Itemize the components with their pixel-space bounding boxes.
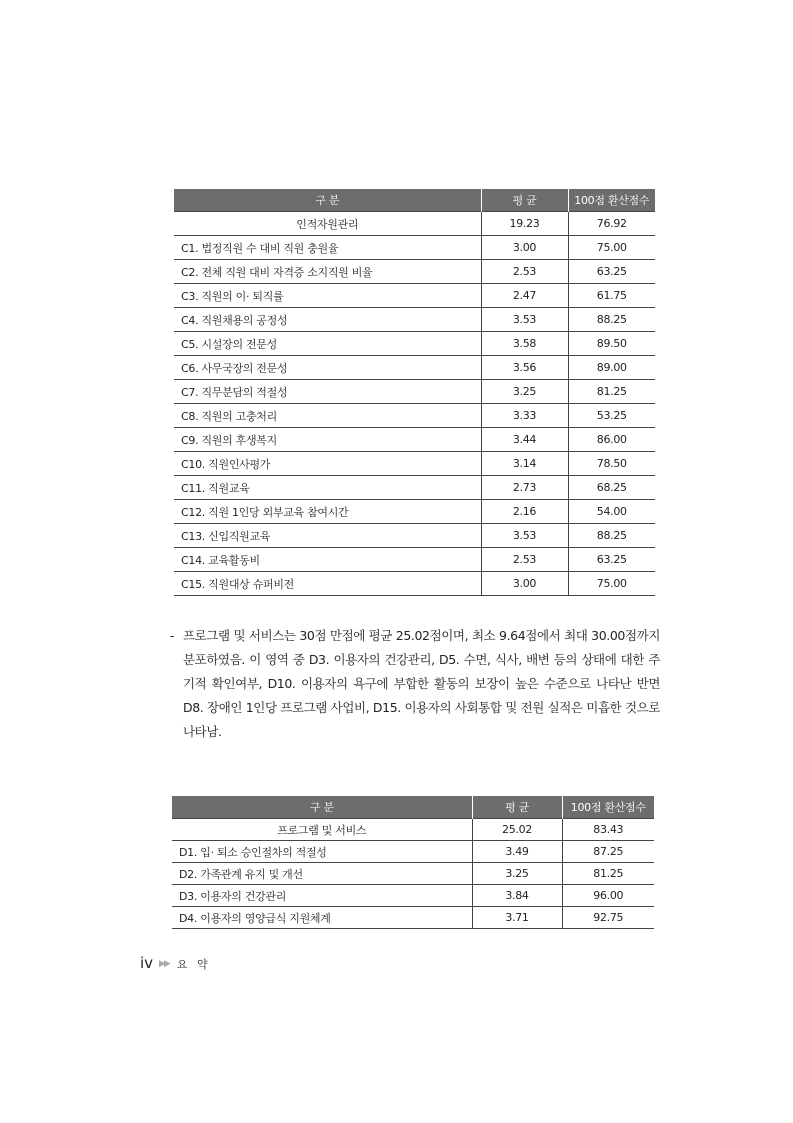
row-name: D2. 가족관계 유지 및 개선 <box>172 863 472 885</box>
table-row <box>174 500 655 524</box>
row-average: 3.00 <box>481 236 568 260</box>
row-average: 3.56 <box>481 356 568 380</box>
table-row <box>174 404 655 428</box>
row-average: 2.16 <box>481 500 568 524</box>
row-score: 81.25 <box>562 863 654 885</box>
row-score: 86.00 <box>568 428 655 452</box>
table-row <box>174 236 655 260</box>
row-average: 3.49 <box>472 841 562 863</box>
row-score: 92.75 <box>562 907 654 929</box>
row-average: 3.53 <box>481 308 568 332</box>
row-score: 78.50 <box>568 452 655 476</box>
table-row <box>172 841 654 863</box>
row-name: D3. 이용자의 건강관리 <box>172 885 472 907</box>
row-name: C9. 직원의 후생복지 <box>174 428 481 452</box>
row-score: 81.25 <box>568 380 655 404</box>
row-name: C2. 전체 직원 대비 자격증 소지직원 비율 <box>174 260 481 284</box>
row-score: 83.43 <box>562 819 654 841</box>
row-name: C3. 직원의 이· 퇴직률 <box>174 284 481 308</box>
row-name: 인적자원관리 <box>174 212 481 236</box>
page-footer <box>140 954 211 972</box>
row-average: 2.53 <box>481 548 568 572</box>
row-score: 89.50 <box>568 332 655 356</box>
row-name: C6. 사무국장의 전문성 <box>174 356 481 380</box>
row-name: C8. 직원의 고충처리 <box>174 404 481 428</box>
bullet-dash: - <box>170 628 175 643</box>
row-score: 75.00 <box>568 236 655 260</box>
row-score: 68.25 <box>568 476 655 500</box>
header-converted-score: 100점 환산점수 <box>568 189 655 212</box>
row-average: 3.14 <box>481 452 568 476</box>
table-row <box>174 548 655 572</box>
row-name: C7. 직무분담의 적절성 <box>174 380 481 404</box>
row-average: 3.25 <box>481 380 568 404</box>
program-service-table <box>172 796 654 929</box>
table-header-row <box>174 189 655 212</box>
row-name: C5. 시설장의 전문성 <box>174 332 481 356</box>
table-summary-row <box>174 212 655 236</box>
row-average: 2.53 <box>481 260 568 284</box>
row-score: 88.25 <box>568 308 655 332</box>
table-row <box>172 885 654 907</box>
header-converted-score: 100점 환산점수 <box>562 796 654 819</box>
row-name: C10. 직원인사평가 <box>174 452 481 476</box>
row-score: 76.92 <box>568 212 655 236</box>
header-average: 평 균 <box>472 796 562 819</box>
table-summary-row <box>172 819 654 841</box>
table-row <box>174 308 655 332</box>
row-average: 3.84 <box>472 885 562 907</box>
table-row <box>172 863 654 885</box>
row-score: 63.25 <box>568 548 655 572</box>
page-number: iv <box>140 954 154 972</box>
row-score: 87.25 <box>562 841 654 863</box>
header-average: 평 균 <box>481 189 568 212</box>
row-average: 3.44 <box>481 428 568 452</box>
table-header-row <box>172 796 654 819</box>
paragraph-text: 프로그램 및 서비스는 30점 만점에 평균 25.02점이며, 최소 9.64점에서 최대 30.00점까지 분포하였음. 이 영역 중 D3. 이용자의 건강관리, D5. 수면, 식사, 배변 등의 상태에 대한 주기적 확인여부, D10. 이용자의 욕구에 부합한 활동의 보장이 높은 수준으로 나타난 반면 D8. 장애인 1인당 프로그램 사업비, D15. 이용자의 사회통합 및 전원 실적은 미흡한 것으로 나타남. <box>183 628 660 739</box>
table-row <box>174 380 655 404</box>
row-average: 2.47 <box>481 284 568 308</box>
row-average: 3.58 <box>481 332 568 356</box>
row-name: C13. 신입직원교육 <box>174 524 481 548</box>
row-average: 2.73 <box>481 476 568 500</box>
row-score: 54.00 <box>568 500 655 524</box>
row-name: C11. 직원교육 <box>174 476 481 500</box>
row-name: 프로그램 및 서비스 <box>172 819 472 841</box>
row-name: D1. 입· 퇴소 승인절차의 적절성 <box>172 841 472 863</box>
row-name: C14. 교육활동비 <box>174 548 481 572</box>
table-row <box>174 452 655 476</box>
table-row <box>174 428 655 452</box>
row-score: 75.00 <box>568 572 655 596</box>
row-score: 61.75 <box>568 284 655 308</box>
row-name: C12. 직원 1인당 외부교육 참여시간 <box>174 500 481 524</box>
row-score: 88.25 <box>568 524 655 548</box>
row-name: C15. 직원대상 슈퍼비전 <box>174 572 481 596</box>
row-average: 19.23 <box>481 212 568 236</box>
table-row <box>174 356 655 380</box>
summary-paragraph <box>170 624 660 744</box>
row-average: 3.33 <box>481 404 568 428</box>
table-row <box>174 476 655 500</box>
row-score: 53.25 <box>568 404 655 428</box>
row-name: D4. 이용자의 영양급식 지원체계 <box>172 907 472 929</box>
row-name: C1. 법정직원 수 대비 직원 충원율 <box>174 236 481 260</box>
row-name: C4. 직원채용의 공정성 <box>174 308 481 332</box>
row-average: 3.25 <box>472 863 562 885</box>
table-row <box>174 524 655 548</box>
table-row <box>174 284 655 308</box>
section-label: 요 약 <box>176 958 211 971</box>
table-row <box>174 332 655 356</box>
staff-management-table <box>174 189 655 596</box>
row-average: 3.53 <box>481 524 568 548</box>
table-row <box>172 907 654 929</box>
table-row <box>174 572 655 596</box>
row-average: 25.02 <box>472 819 562 841</box>
row-average: 3.71 <box>472 907 562 929</box>
table-row <box>174 260 655 284</box>
header-category: 구 분 <box>172 796 472 819</box>
double-arrow-icon: ▶▶ <box>159 959 169 969</box>
header-category: 구 분 <box>174 189 481 212</box>
row-score: 63.25 <box>568 260 655 284</box>
row-average: 3.00 <box>481 572 568 596</box>
row-score: 89.00 <box>568 356 655 380</box>
row-score: 96.00 <box>562 885 654 907</box>
